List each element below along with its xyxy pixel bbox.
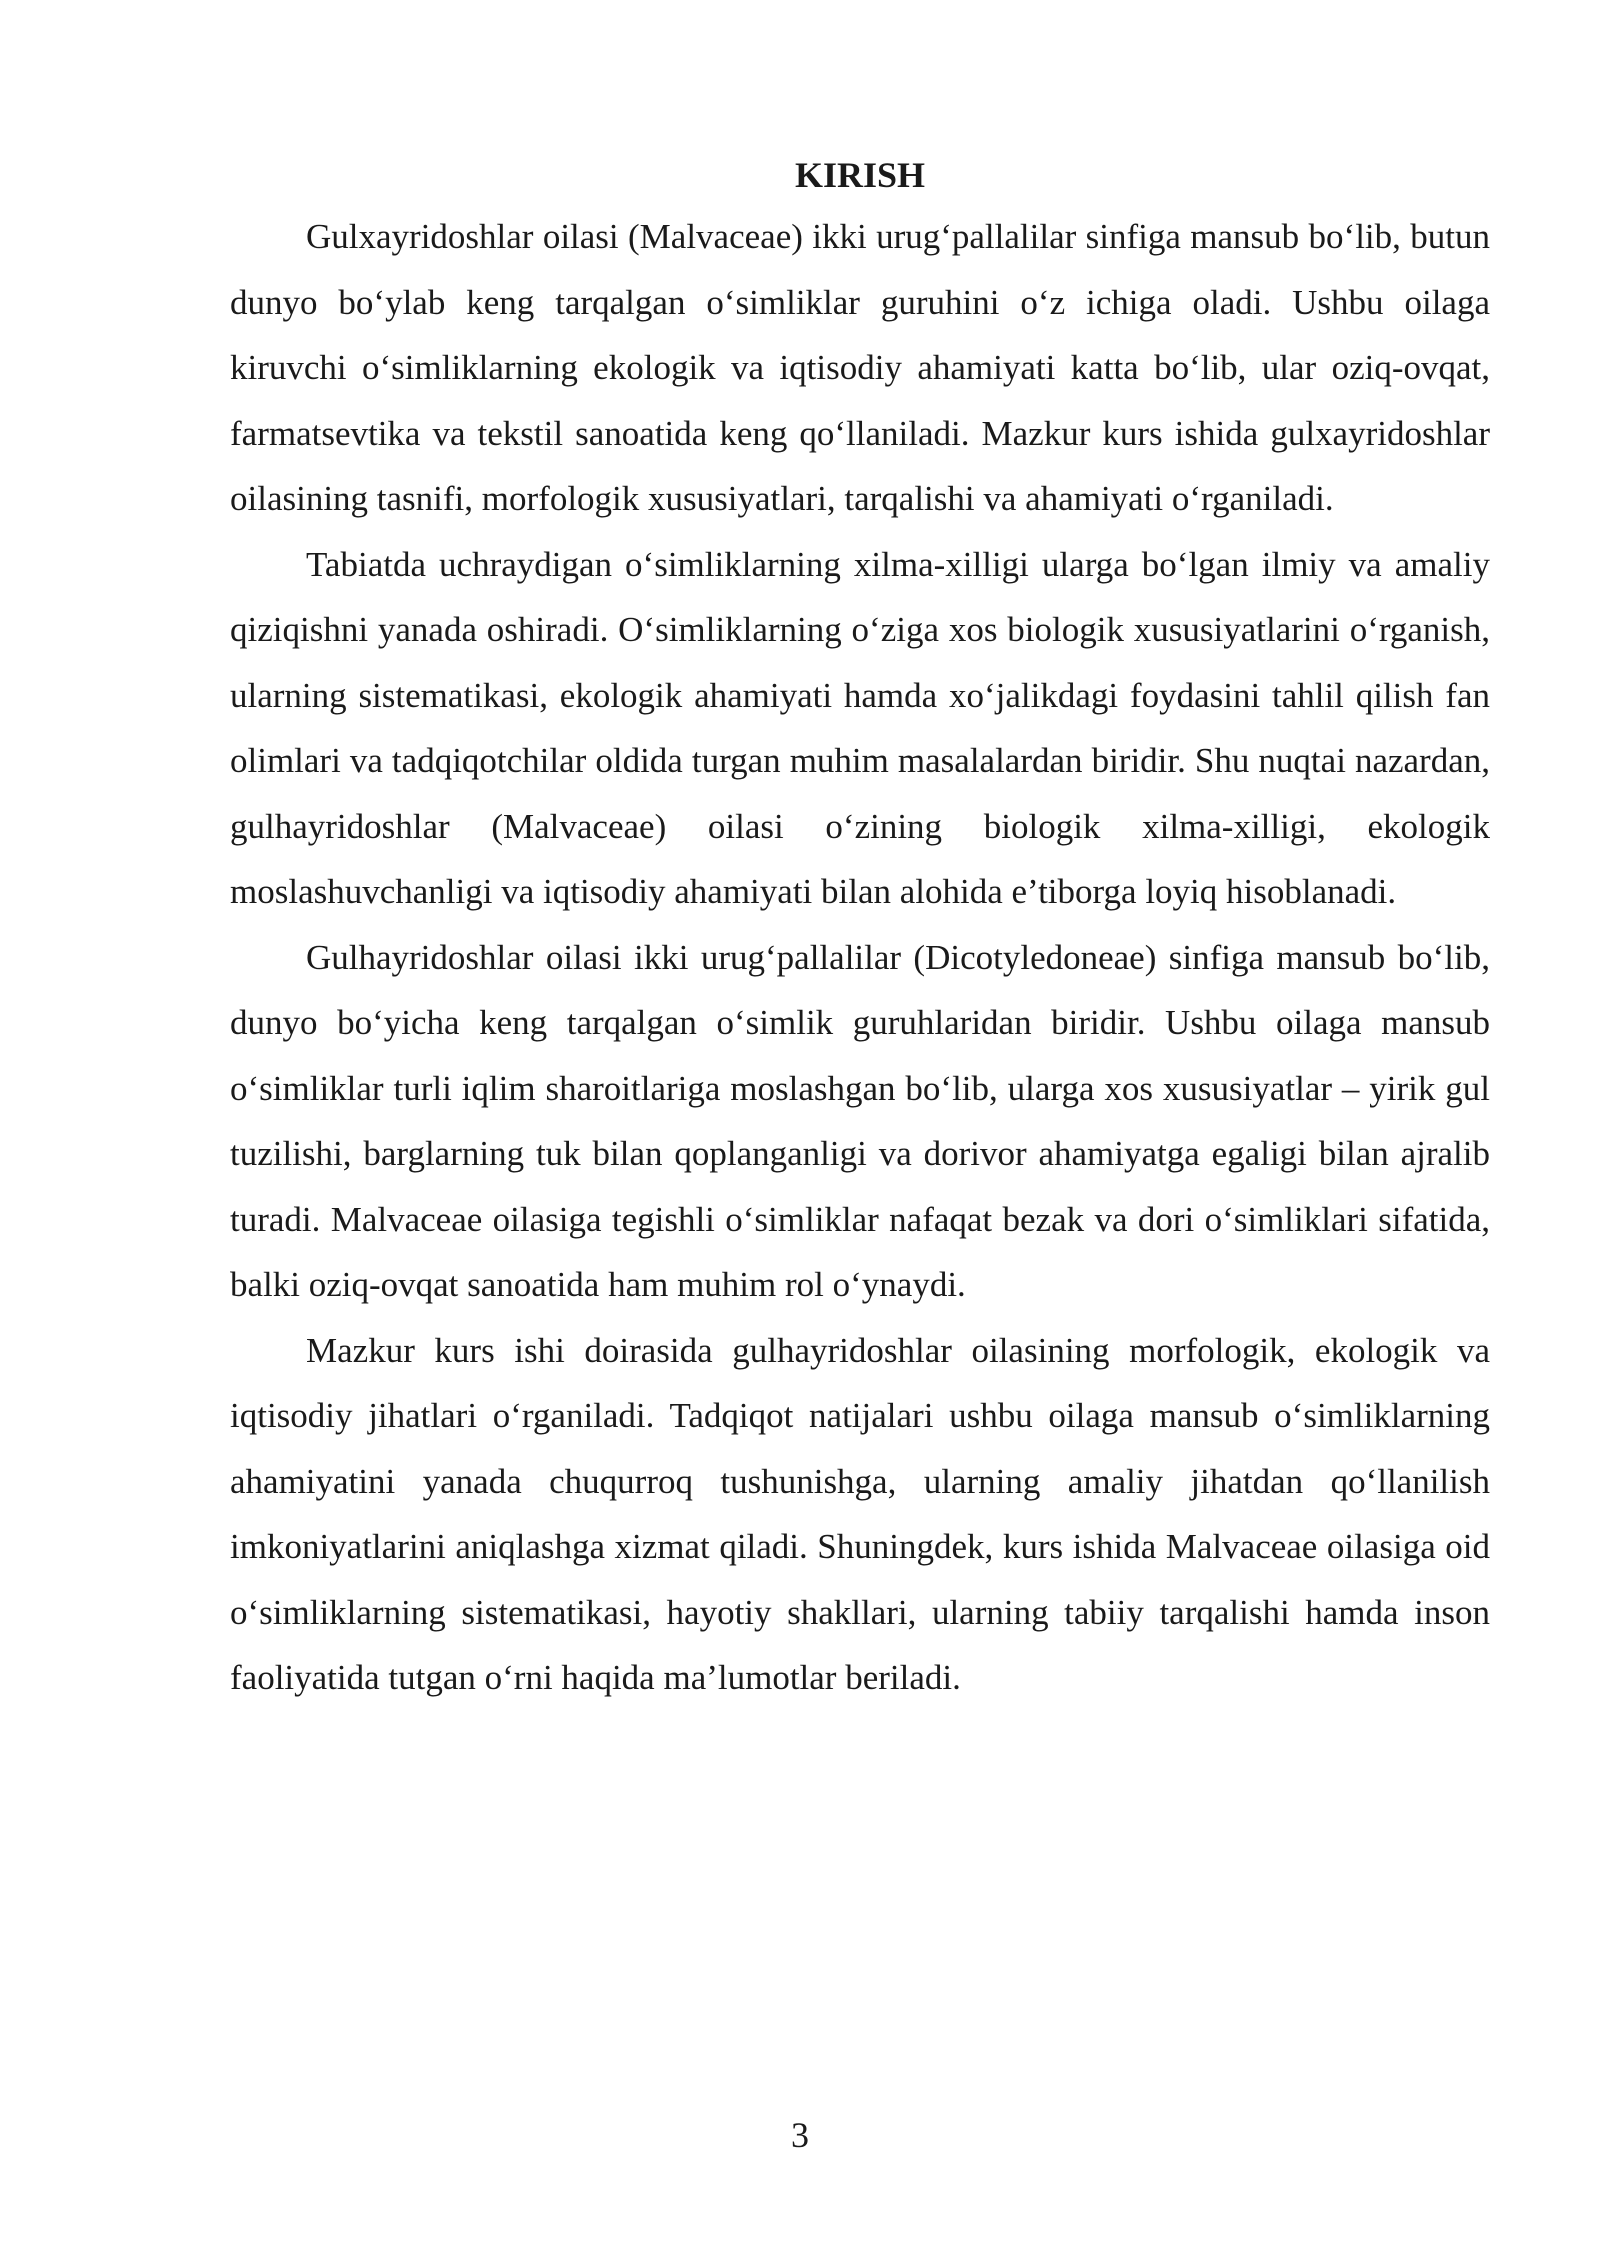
paragraph-4: Mazkur kurs ishi doirasida gulhayridoshlar oilasining morfologik, ekologik va iqtisodiy jihatlari o‘rganiladi. Tadqiqot natijalari ushbu oilaga mansub o‘simliklarning ahamiyatini yanada chuqurroq tushunishga, ularning amaliy jihatdan qo‘llanilish imkoniyatlarini aniqlashga xizmat qiladi. Shuningdek, kurs ishida Malvaceae oilasiga oid o‘simliklarning sistematikasi, hayotiy shakllari, ularning tabiiy tarqalishi hamda inson faoliyatida tutgan o‘rni haqida ma’lumotlar beriladi. xyxy=(230,1330,1490,1697)
page-number: 3 xyxy=(791,2115,809,2155)
document-body xyxy=(230,150,1490,1711)
section-heading: KIRISH xyxy=(794,155,926,195)
paragraph-1: Gulxayridoshlar oilasi (Malvaceae) ikki urug‘pallalilar sinfiga mansub bo‘lib, butun dunyo bo‘ylab keng tarqalgan o‘simliklar guruhini o‘z ichiga oladi. Ushbu oilaga kiruvchi o‘simliklarning ekologik va iqtisodiy ahamiyati katta bo‘lib, ular oziq-ovqat, farmatsevtika va tekstil sanoatida keng qo‘llaniladi. Mazkur kurs ishida gulxayridoshlar oilasining tasnifi, morfologik xususiyatlari, tarqalishi va ahamiyati o‘rganiladi. xyxy=(230,217,1490,518)
paragraph-2: Tabiatda uchraydigan o‘simliklarning xilma-xilligi ularga bo‘lgan ilmiy va amaliy qiziqishni yanada oshiradi. O‘simliklarning o‘ziga xos biologik xususiyatlarini o‘rganish, ularning sistematikasi, ekologik ahamiyati hamda xo‘jalikdagi foydasini tahlil qilish fan olimlari va tadqiqotchilar oldida turgan muhim masalalardan biridir. Shu nuqtai nazardan, gulhayridoshlar (Malvaceae) oilasi o‘zining biologik xilma-xilligi, ekologik moslashuvchanligi va iqtisodiy ahamiyati bilan alohida e’tiborga loyiq hisoblanadi. xyxy=(230,544,1490,911)
paragraph-3: Gulhayridoshlar oilasi ikki urug‘pallalilar (Dicotyledoneae) sinfiga mansub bo‘lib, dunyo bo‘yicha keng tarqalgan o‘simlik guruhlaridan biridir. Ushbu oilaga mansub o‘simliklar turli iqlim sharoitlariga moslashgan bo‘lib, ularga xos xususiyatlar – yirik gul tuzilishi, barglarning tuk bilan qoplanganligi va dorivor ahamiyatga egaligi bilan ajralib turadi. Malvaceae oilasiga tegishli o‘simliklar nafaqat bezak va dori o‘simliklari sifatida, balki oziq-ovqat sanoatida ham muhim rol o‘ynaydi. xyxy=(230,937,1490,1304)
